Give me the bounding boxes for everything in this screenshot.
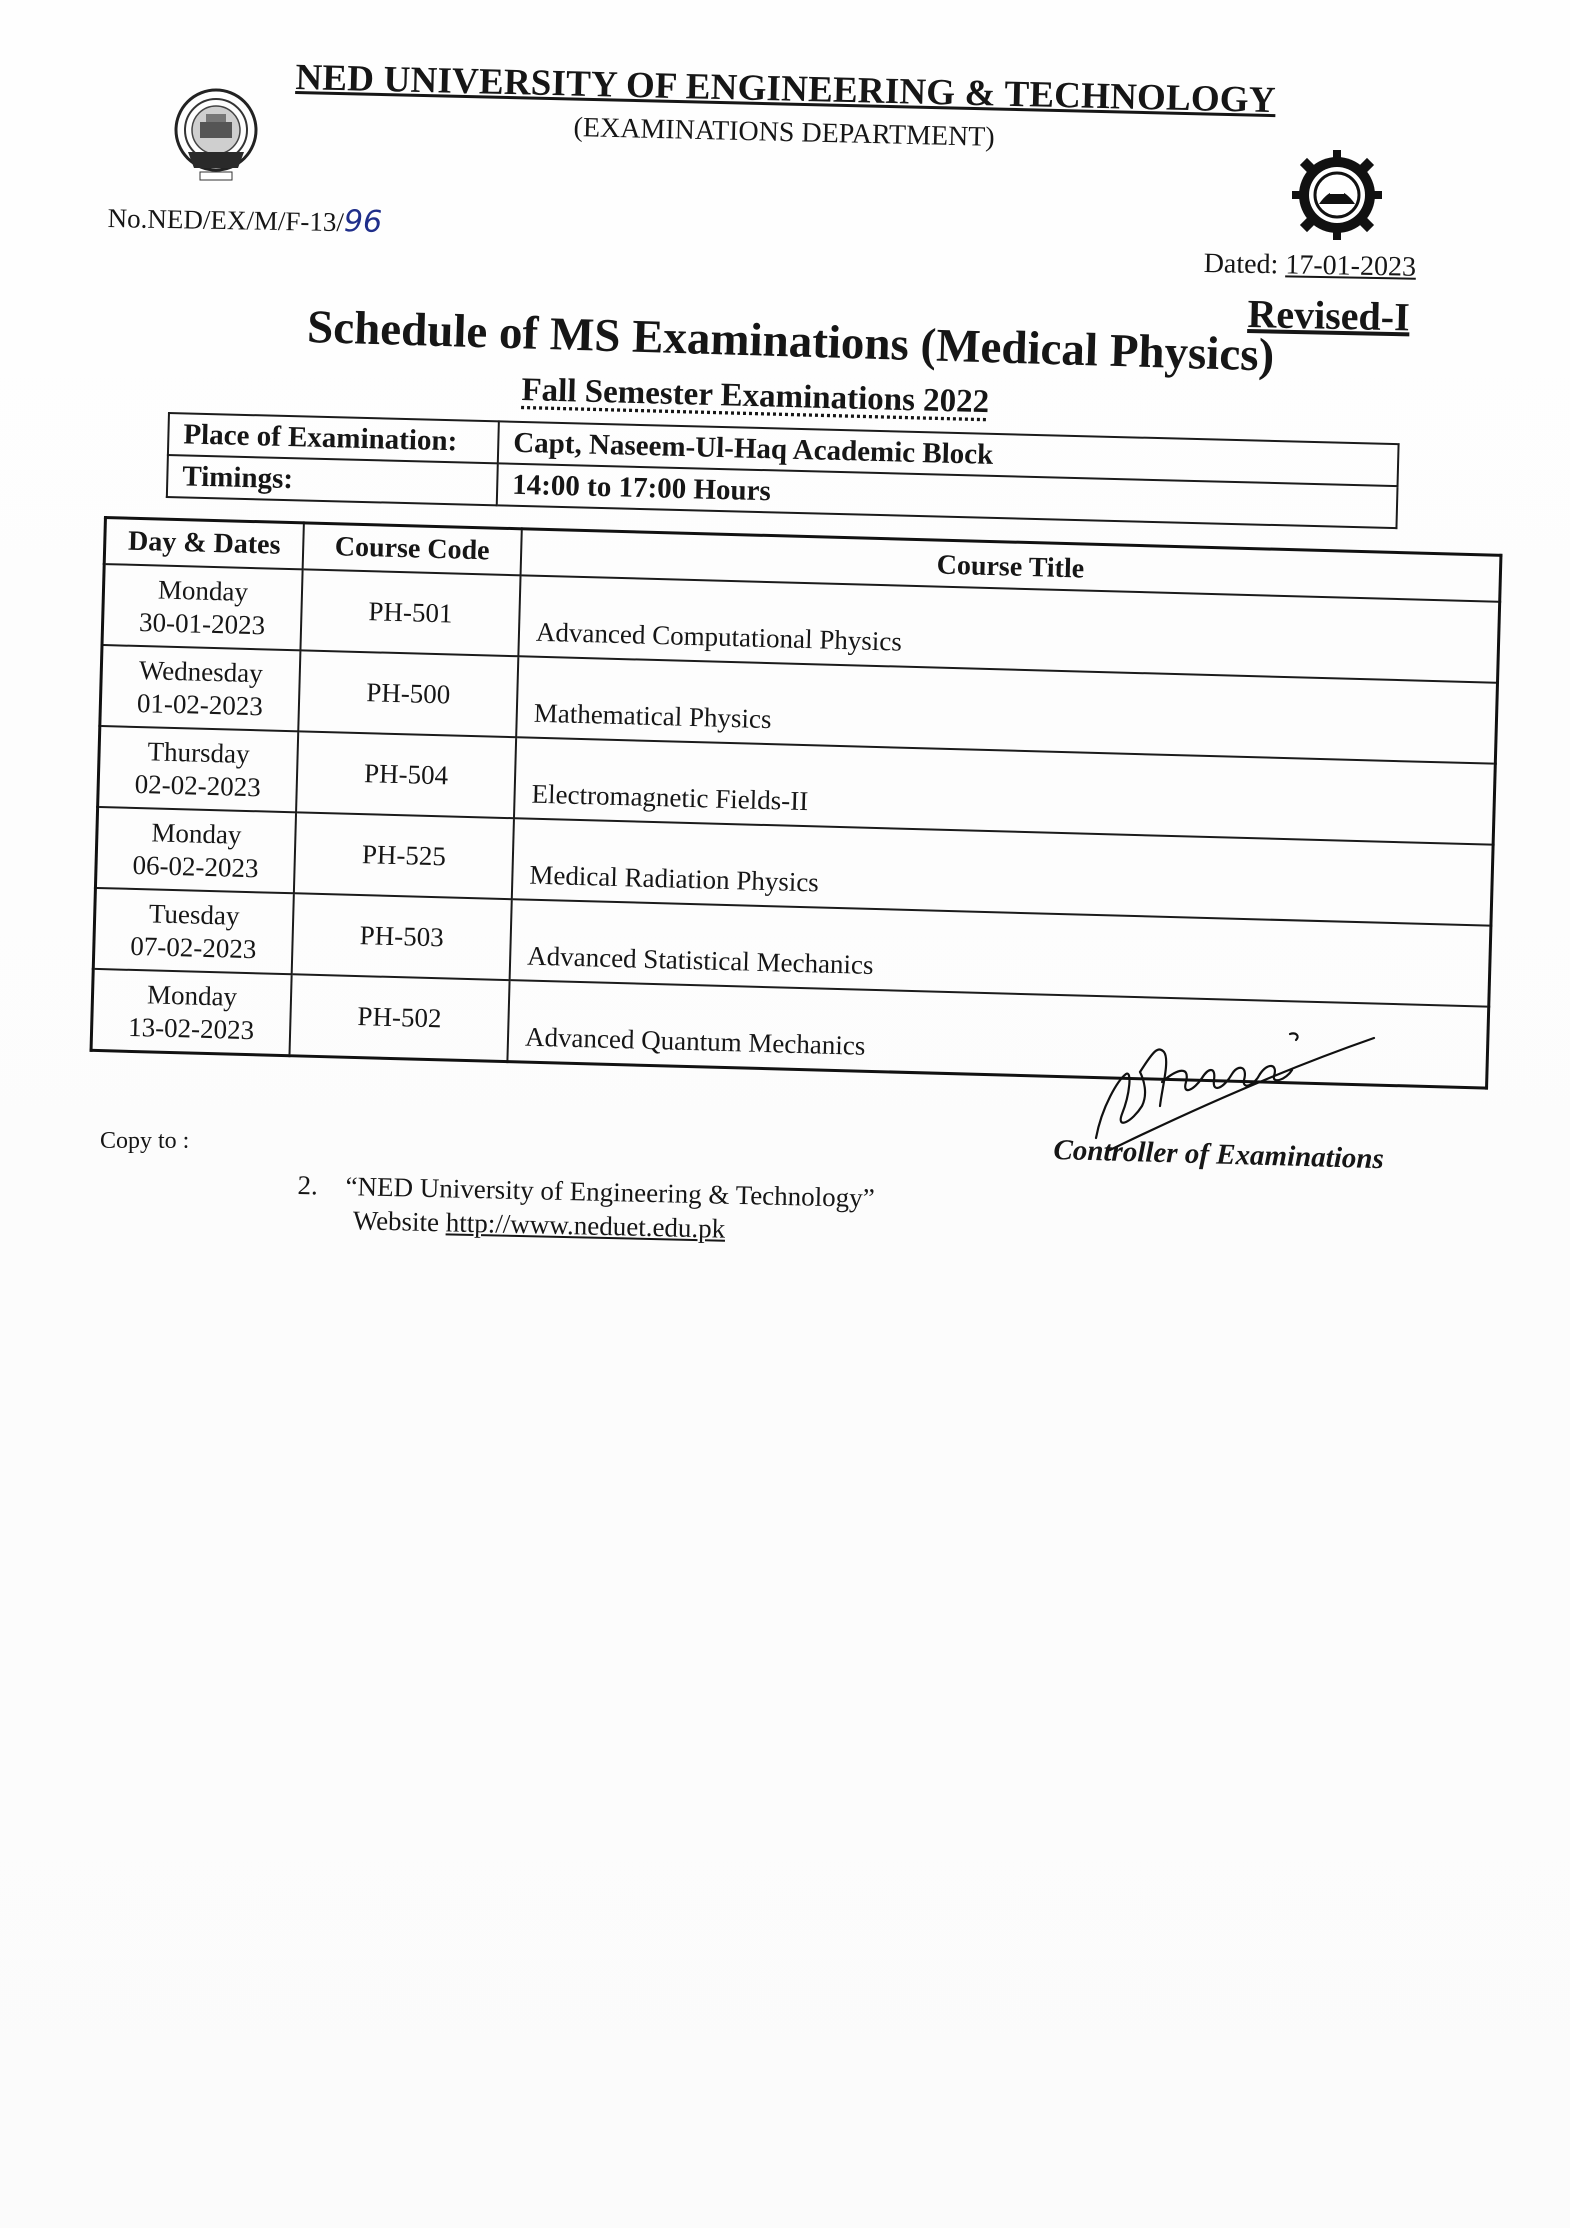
header-day-dates: Day & Dates [104,518,304,570]
exam-date: 13-02-2023 [127,1011,255,1045]
website-label: Website [352,1205,440,1238]
course-title: Mathematical Physics [516,656,1497,763]
day-date-cell [100,645,301,731]
exam-info-table [166,412,1400,529]
reference-number [107,200,382,240]
department-name: (EXAMINATIONS DEPARTMENT) [573,112,996,153]
day-name: Monday [151,816,242,850]
course-code: PH-504 [296,731,516,818]
header-course-code: Course Code [303,523,522,575]
timing-value: 14:00 to 17:00 Hours [497,463,1398,528]
item-text: “NED University of Engineering & Technology” [345,1171,876,1214]
header-course-title: Course Title [521,529,1501,602]
university-name: NED UNIVERSITY OF ENGINEERING & TECHNOLOGY [295,56,1277,122]
course-code: PH-500 [298,650,518,737]
day-name: Monday [157,573,249,607]
schedule-table [90,516,1503,1090]
course-title: Medical Radiation Physics [512,818,1493,925]
exam-date: 07-02-2023 [129,930,257,964]
course-title: Advanced Statistical Mechanics [510,899,1491,1006]
university-seal-icon [170,88,262,186]
reference-prefix: No.NED/EX/M/F-13/ [107,202,345,238]
place-value: Capt, Naseem-Ul-Haq Academic Block [498,421,1399,486]
document-title: Schedule of MS Examinations (Medical Physics) [306,300,1275,382]
dated-label: Dated: [1203,248,1279,281]
day-date-cell [102,564,303,650]
document-subtitle: Fall Semester Examinations 2022 [521,372,990,421]
revision-label: Revised-I [1247,290,1411,340]
day-name: Thursday [147,735,251,769]
item-number: 2. [297,1169,319,1201]
exam-date: 06-02-2023 [132,849,259,883]
exam-date: 30-01-2023 [138,606,266,640]
day-date-cell [95,807,296,893]
day-date-cell [98,726,299,812]
day-name: Monday [146,978,238,1012]
exam-date: 02-02-2023 [134,768,262,802]
course-code: PH-503 [292,893,512,980]
day-name: Wednesday [138,654,264,688]
course-title: Advanced Quantum Mechanics [507,980,1488,1088]
course-title: Advanced Computational Physics [518,575,1499,682]
exam-date: 01-02-2023 [136,687,264,721]
course-title: Electromagnetic Fields-II [514,737,1495,844]
day-name: Tuesday [148,897,240,931]
timing-label: Timings: [167,455,498,505]
copy-to-label: Copy to : [100,1128,190,1154]
course-code: PH-501 [300,569,520,656]
place-label: Place of Examination: [168,413,499,463]
day-date-cell [91,969,292,1056]
course-code: PH-502 [289,974,509,1061]
reference-handwritten: 96 [343,204,383,240]
website-link[interactable]: http://www.neduet.edu.pk [445,1207,726,1244]
signatory-title: Controller of Examinations [1053,1134,1385,1176]
university-emblem-icon [1290,148,1384,242]
copy-to-item [296,1168,875,1249]
course-code: PH-525 [294,812,514,899]
date-line [1203,248,1416,284]
day-date-cell [93,888,294,974]
dated-value: 17-01-2023 [1285,249,1417,283]
